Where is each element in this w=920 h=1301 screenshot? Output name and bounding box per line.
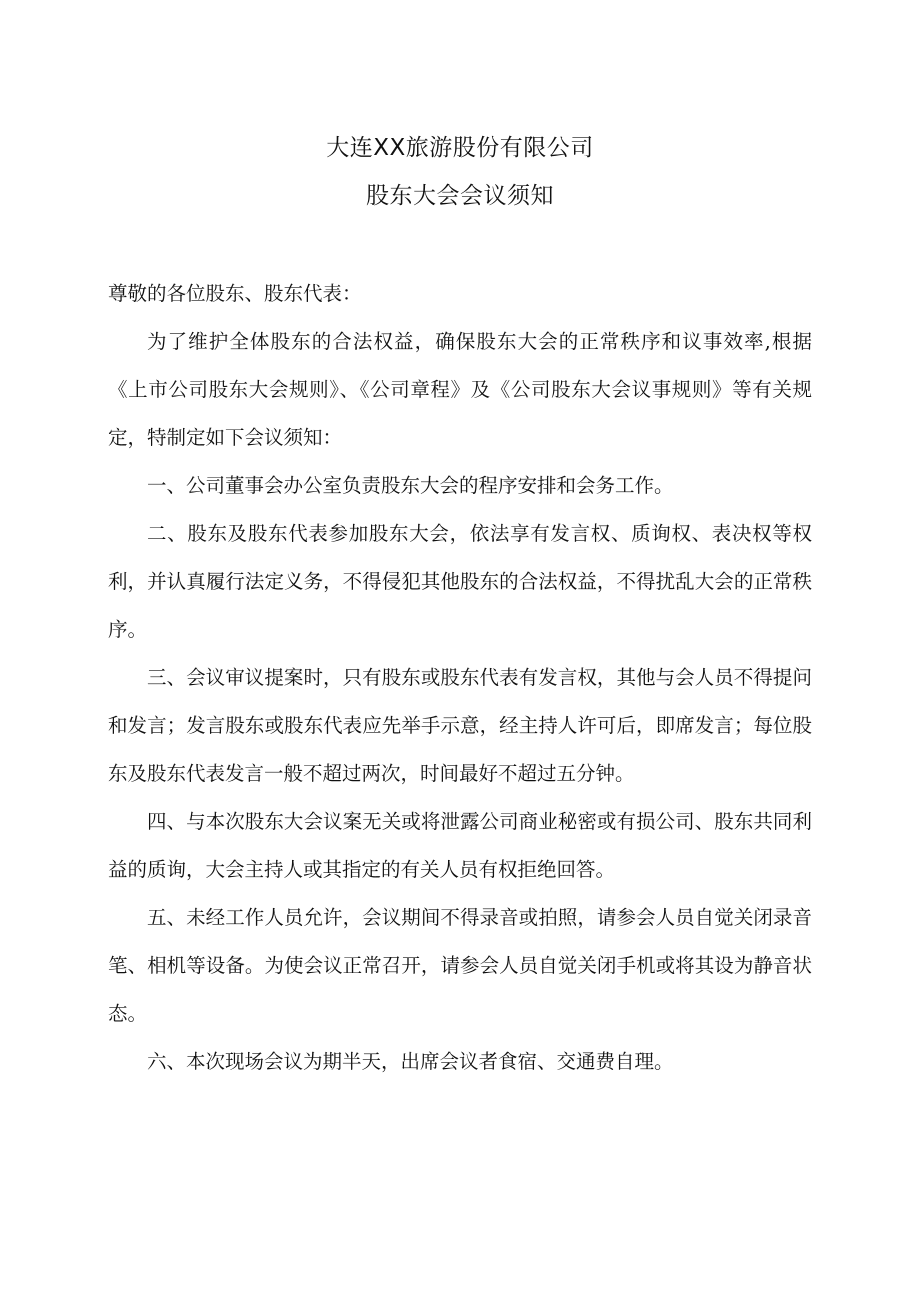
company-name: 大连XX旅游股份有限公司 [326, 135, 594, 161]
salutation: 尊敬的各位股东、股东代表： [108, 282, 362, 305]
intro-paragraph: 为了维护全体股东的合法权益，确保股东大会的正常秩序和议事效率,根据《上市公司股东大会规则》、《公司章程》及《公司股东大会议事规则》等有关规定，特制定如下会议须知： [108, 330, 812, 449]
item-5-paragraph: 五、未经工作人员允许，会议期间不得录音或拍照，请参会人员自觉关闭录音笔、相机等设备。为使会议正常召开，请参会人员自觉关闭手机或将其设为静音状态。 [108, 906, 812, 1025]
document-title [0, 124, 920, 220]
item-2-paragraph: 二、股东及股东代表参加股东大会，依法享有发言权、质询权、表决权等权利，并认真履行法定义务，不得侵犯其他股东的合法权益，不得扰乱大会的正常秩序。 [108, 522, 812, 641]
item-4-paragraph: 四、与本次股东大会议案无关或将泄露公司商业秘密或有损公司、股东共同利益的质询，大会主持人或其指定的有关人员有权拒绝回答。 [108, 810, 812, 881]
document-body [108, 270, 812, 1086]
item-3-paragraph: 三、会议审议提案时，只有股东或股东代表有发言权，其他与会人员不得提问和发言；发言股东或股东代表应先举手示意，经主持人许可后，即席发言；每位股东及股东代表发言一般不超过两次，时间最好不超过五分钟。 [108, 666, 812, 785]
item-6-paragraph: 六、本次现场会议为期半天，出席会议者食宿、交通费自理。 [147, 1050, 674, 1073]
item-1-paragraph: 一、公司董事会办公室负责股东大会的程序安排和会务工作。 [147, 474, 674, 497]
notice-title: 股东大会会议须知 [366, 183, 554, 209]
